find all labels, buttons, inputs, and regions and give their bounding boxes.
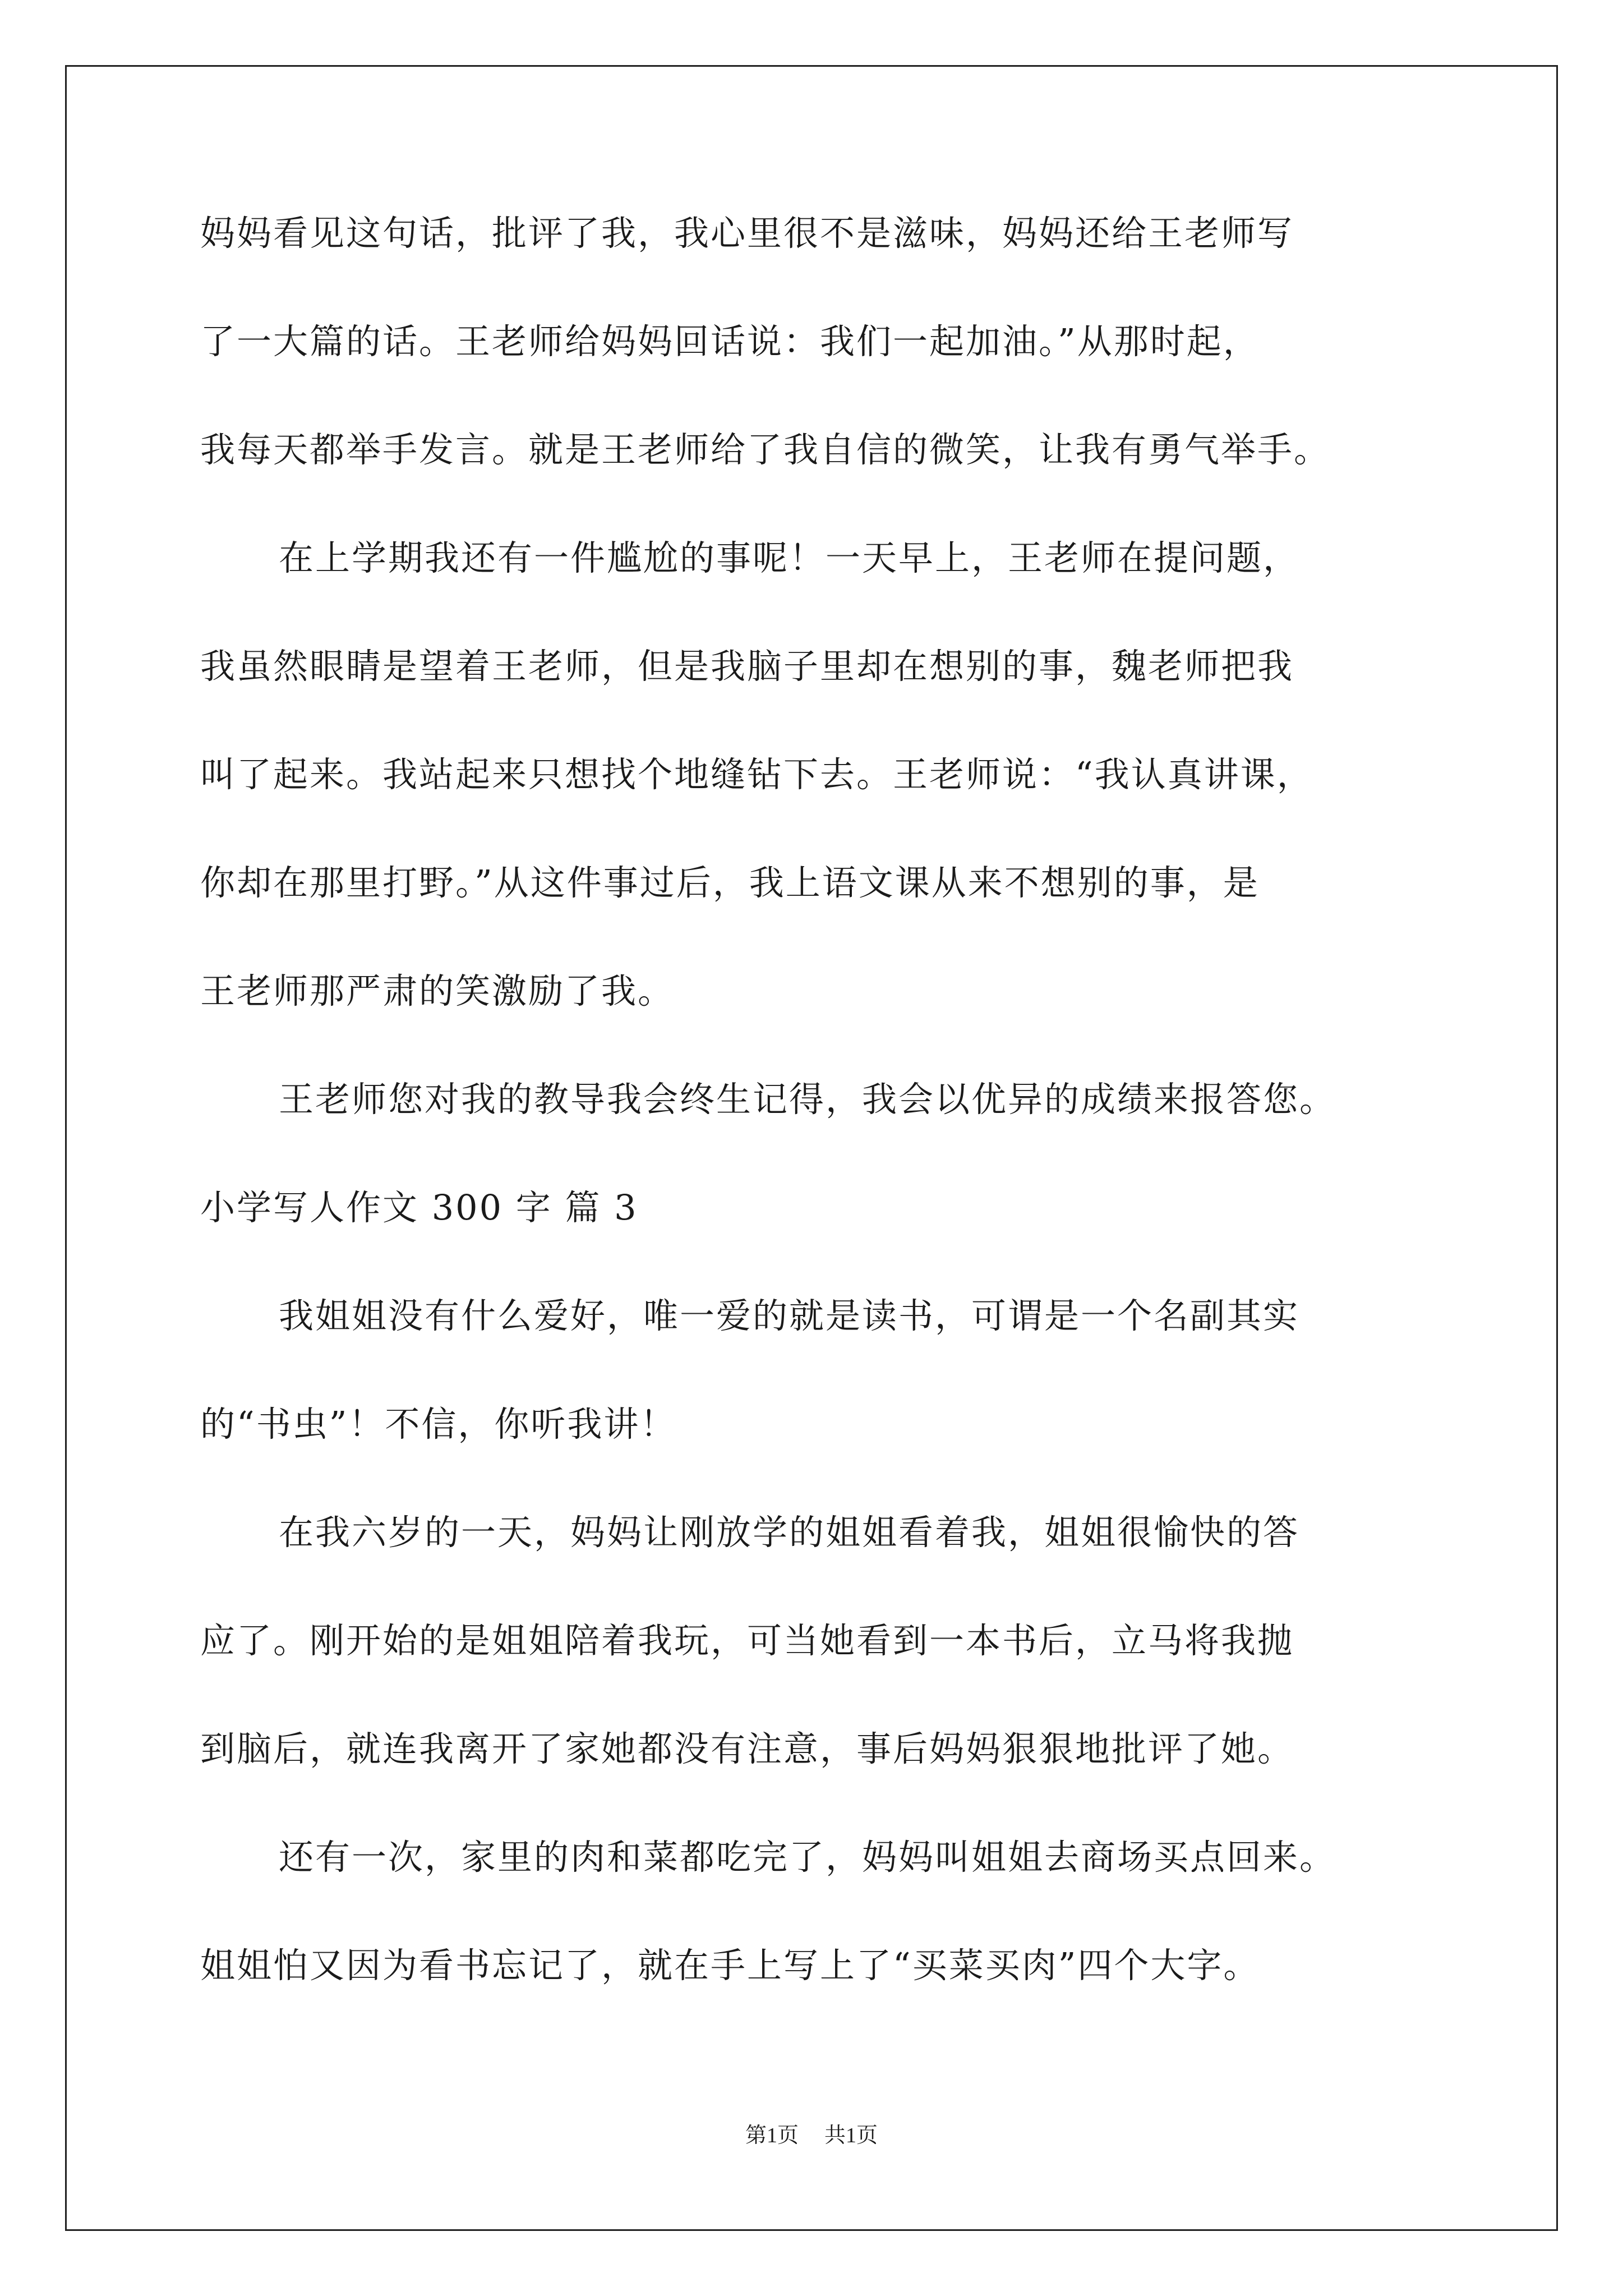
page-number: 第1页 — [745, 2124, 799, 2147]
paragraph-start: 在上学期我还有一件尴尬的事呢！一天早上，王老师在提问题， — [279, 537, 1300, 578]
text-line: 你却在那里打野。”从这件事过后，我上语文课从来不想别的事，是 — [200, 862, 1260, 903]
text-line: 我虽然眼睛是望着王老师，但是我脑子里却在想别的事，魏老师把我 — [200, 646, 1294, 687]
document-body — [200, 211, 1434, 2052]
paragraph-start: 还有一次，家里的肉和菜都吃完了，妈妈叫姐姐去商场买点回来。 — [279, 1837, 1336, 1878]
paragraph-start: 在我六岁的一天，妈妈让刚放学的姐姐看着我，姐姐很愉快的答 — [279, 1512, 1300, 1553]
text-line: 叫了起来。我站起来只想找个地缝钻下去。王老师说：“我认真讲课， — [200, 754, 1313, 795]
text-line: 到脑后，就连我离开了家她都没有注意，事后妈妈狠狠地批评了她。 — [200, 1728, 1294, 1769]
page-total: 共1页 — [824, 2124, 878, 2147]
paragraph-start: 王老师您对我的教导我会终生记得，我会以优异的成绩来报答您。 — [279, 1079, 1336, 1120]
text-line: 我每天都举手发言。就是王老师给了我自信的微笑，让我有勇气举手。 — [200, 429, 1331, 470]
section-heading: 小学写人作文 300 字 篇 3 — [200, 1187, 638, 1228]
page-footer — [0, 2118, 1623, 2148]
text-line: 姐姐怕又因为看书忘记了，就在手上写上了“买菜买肉”四个大字。 — [200, 1945, 1260, 1986]
text-line: 了一大篇的话。王老师给妈妈回话说：我们一起加油。”从那时起， — [200, 321, 1260, 362]
text-line: 的“书虫”！不信，你听我讲！ — [200, 1404, 677, 1444]
text-line: 应了。刚开始的是姐姐陪着我玩，可当她看到一本书后，立马将我抛 — [200, 1620, 1294, 1661]
paragraph-start: 我姐姐没有什么爱好，唯一爱的就是读书，可谓是一个名副其实 — [279, 1295, 1300, 1336]
text-line: 妈妈看见这句话，批评了我，我心里很不是滋味，妈妈还给王老师写 — [200, 213, 1294, 254]
text-line: 王老师那严肃的笑激励了我。 — [200, 970, 675, 1011]
